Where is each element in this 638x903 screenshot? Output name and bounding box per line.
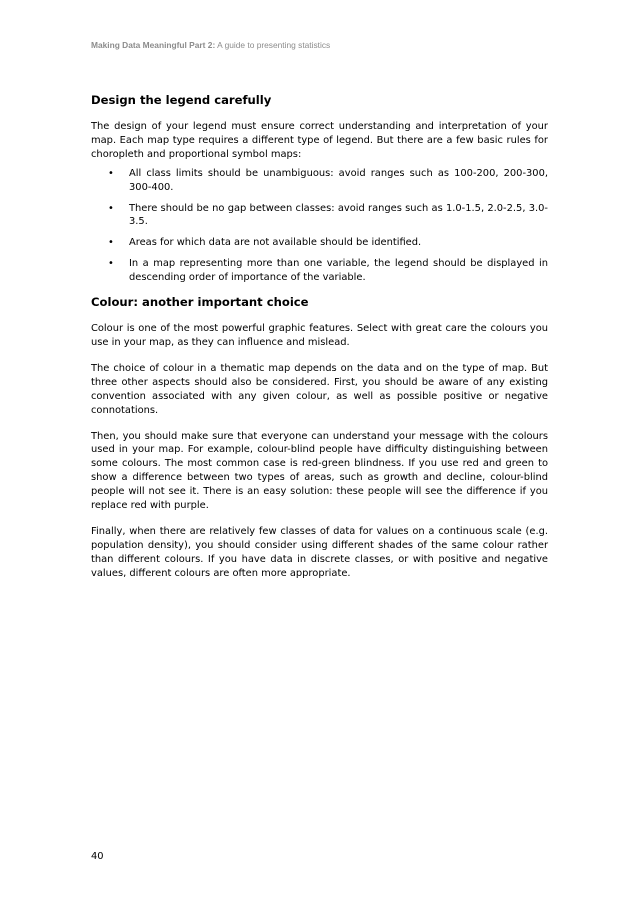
list-item-text: There should be no gap between classes: avoid ranges such as 1.0-1.5, 2.0-2.5, 3.0-3.5. bbox=[129, 202, 548, 228]
list-item bbox=[91, 236, 548, 250]
list-item-text: Areas for which data are not available should be identified. bbox=[129, 237, 422, 249]
bullet-icon: • bbox=[108, 237, 114, 249]
colour-paragraph: The choice of colour in a thematic map depends on the data and on the type of map. But three other aspects should also be considered. First, you should be aware of any existing convention associated with any given colour, as well as possible positive or negative connotations. bbox=[91, 362, 548, 416]
list-item-text: In a map representing more than one variable, the legend should be displayed in descending order of importance of the variable. bbox=[129, 258, 548, 284]
bullet-icon: • bbox=[108, 258, 114, 270]
legend-intro-paragraph: The design of your legend must ensure correct understanding and interpretation of your map. Each map type requires a different type of legend. But there are a few basic rules for choropleth and proportional symbol maps: bbox=[91, 121, 548, 160]
list-item bbox=[91, 257, 548, 285]
section-heading-legend: Design the legend carefully bbox=[91, 93, 272, 107]
header-title: Making Data Meaningful Part 2: bbox=[91, 40, 216, 50]
section-heading-colour: Colour: another important choice bbox=[91, 295, 309, 310]
page-content bbox=[91, 92, 548, 593]
header-subtitle: A guide to presenting statistics bbox=[215, 40, 331, 50]
list-item-text: All class limits should be unambiguous: avoid ranges such as 100-200, 200-300, 300-400. bbox=[129, 167, 548, 193]
colour-paragraph: Then, you should make sure that everyone can understand your message with the colours used in your map. For example, colour-blind people have difficulty distinguishing between some colours. The most common case is red-green blindness. If you use red and green to show a difference between two types of areas, such as growth and decline, colour-blind people will not see it. There is an easy solution: these people will see the difference if you replace red with purple. bbox=[91, 430, 548, 512]
list-item bbox=[91, 167, 548, 195]
page-number: 40 bbox=[91, 851, 104, 862]
colour-paragraph: Colour is one of the most powerful graphic features. Select with great care the colours you use in your map, as they can influence and mislead. bbox=[91, 323, 548, 348]
legend-rules-list bbox=[91, 167, 548, 285]
colour-paragraph: Finally, when there are relatively few classes of data for values on a continuous scale (e.g. population density), you should consider using different shades of the same colour rather than different colours. If you have data in discrete classes, or with positive and negative values, different colours are often more appropriate. bbox=[91, 525, 548, 579]
list-item bbox=[91, 202, 548, 230]
bullet-icon: • bbox=[108, 167, 114, 179]
running-header bbox=[91, 40, 330, 50]
bullet-icon: • bbox=[108, 202, 114, 214]
